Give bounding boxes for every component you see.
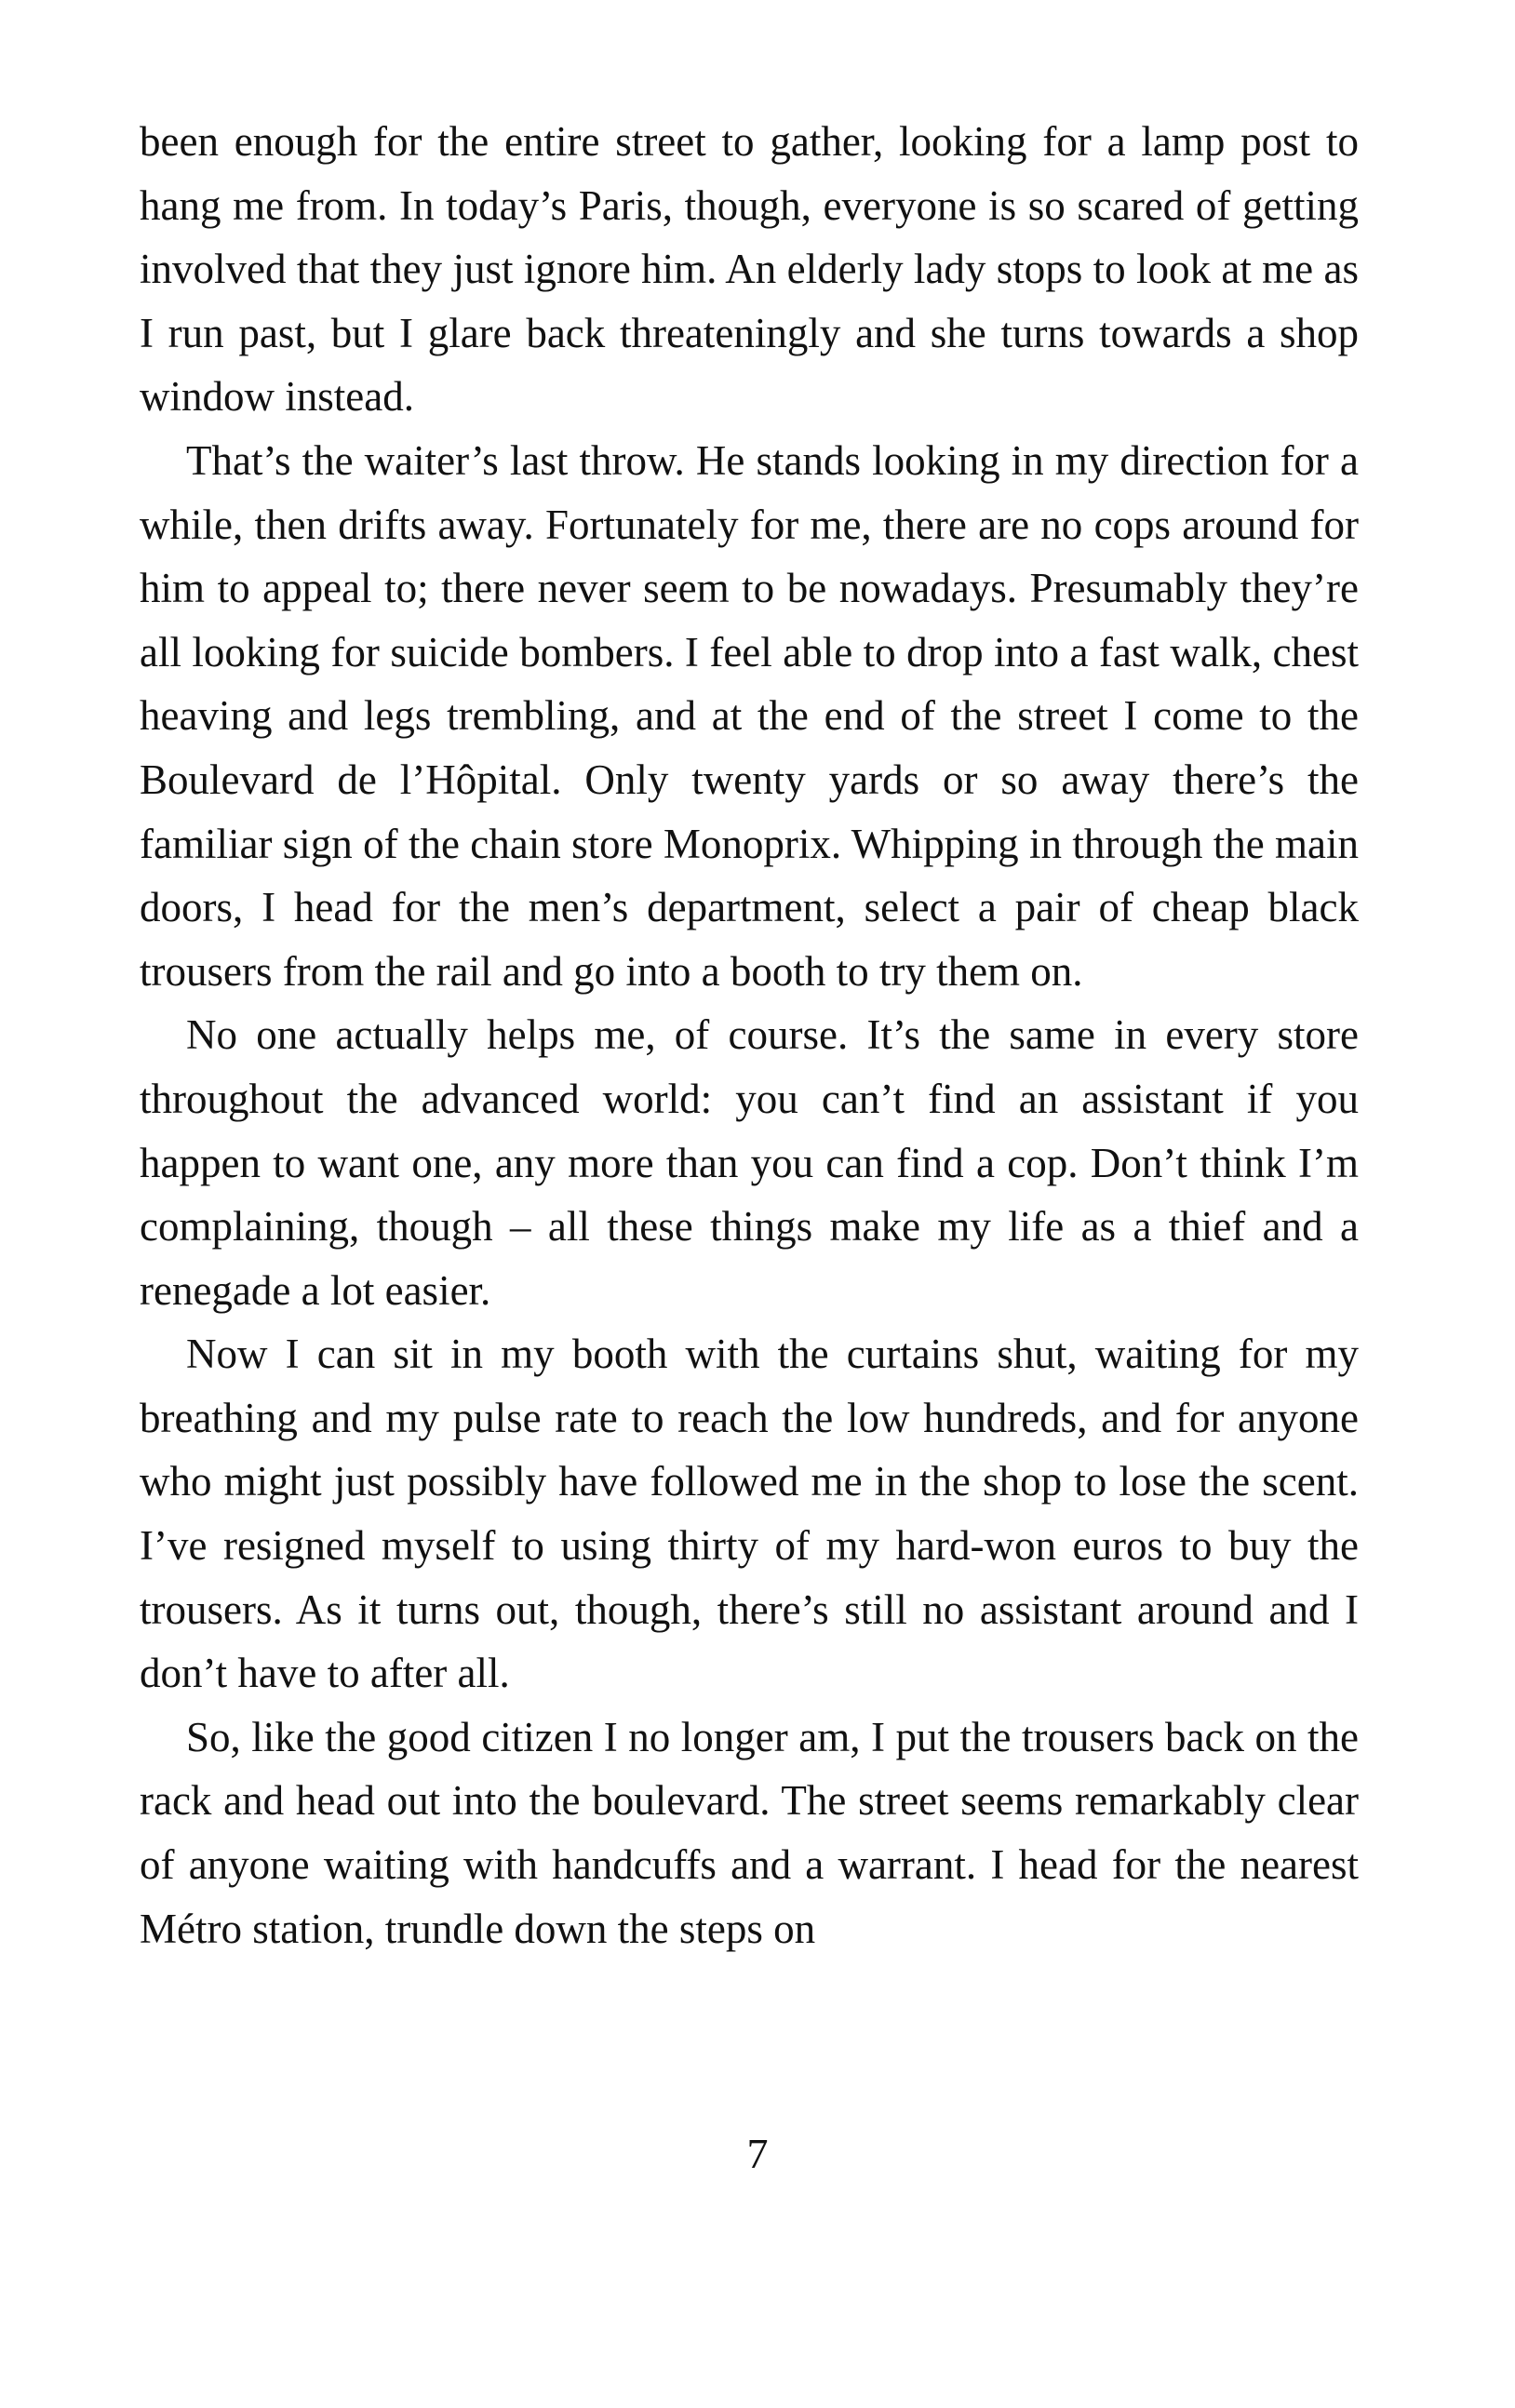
paragraph: So, like the good citizen I no longer am, I put the trousers back on the rack and head out into the boulevard. The street seems remarkably clear of anyone waiting with handcuffs and a warrant. I head for the nearest Métro station, trundle down the steps on — [140, 1713, 1359, 1952]
paragraph: That’s the waiter’s last throw. He stands looking in my direction for a while, then drifts away. Fortunately for me, there are no cops around for him to appeal to; there never seem to be nowadays. Presumably they’re all looking for suicide bombers. I feel able to drop into a fast walk, chest heaving and legs trembling, and at the end of the street I come to the Boulevard de l’Hôpital. Only twenty yards or so away there’s the familiar sign of the chain store Monoprix. Whipping in through the main doors, I head for the men’s department, select a pair of cheap black trousers from the rail and go into a booth to try them on. — [140, 436, 1359, 995]
page-number: 7 — [746, 2130, 769, 2177]
paragraph-continued: been enough for the entire street to gather, looking for a lamp post to hang me from. In today’s Paris, though, everyone is so scared of getting involved that they just ignore him. An elderly lady stops to look at me as I run past, but I glare back threateningly and she turns towards a shop window instead. — [140, 118, 1359, 421]
body-text — [140, 110, 1359, 1960]
paragraph: No one actually helps me, of course. It’s the same in every store throughout the advanced world: you can’t find an assistant if you happen to want one, any more than you can find a cop. Don’t think I’m complaining, though – all these things make my life as a thief and a renegade a lot easier. — [140, 1011, 1359, 1314]
paragraph: Now I can sit in my booth with the curtains shut, waiting for my breathing and my pulse rate to reach the low hundreds, and for anyone who might just possibly have followed me in the shop to lose the scent. I’ve resigned myself to using thirty of my hard-won euros to buy the trousers. As it turns out, though, there’s still no assistant around and I don’t have to after all. — [140, 1331, 1359, 1697]
